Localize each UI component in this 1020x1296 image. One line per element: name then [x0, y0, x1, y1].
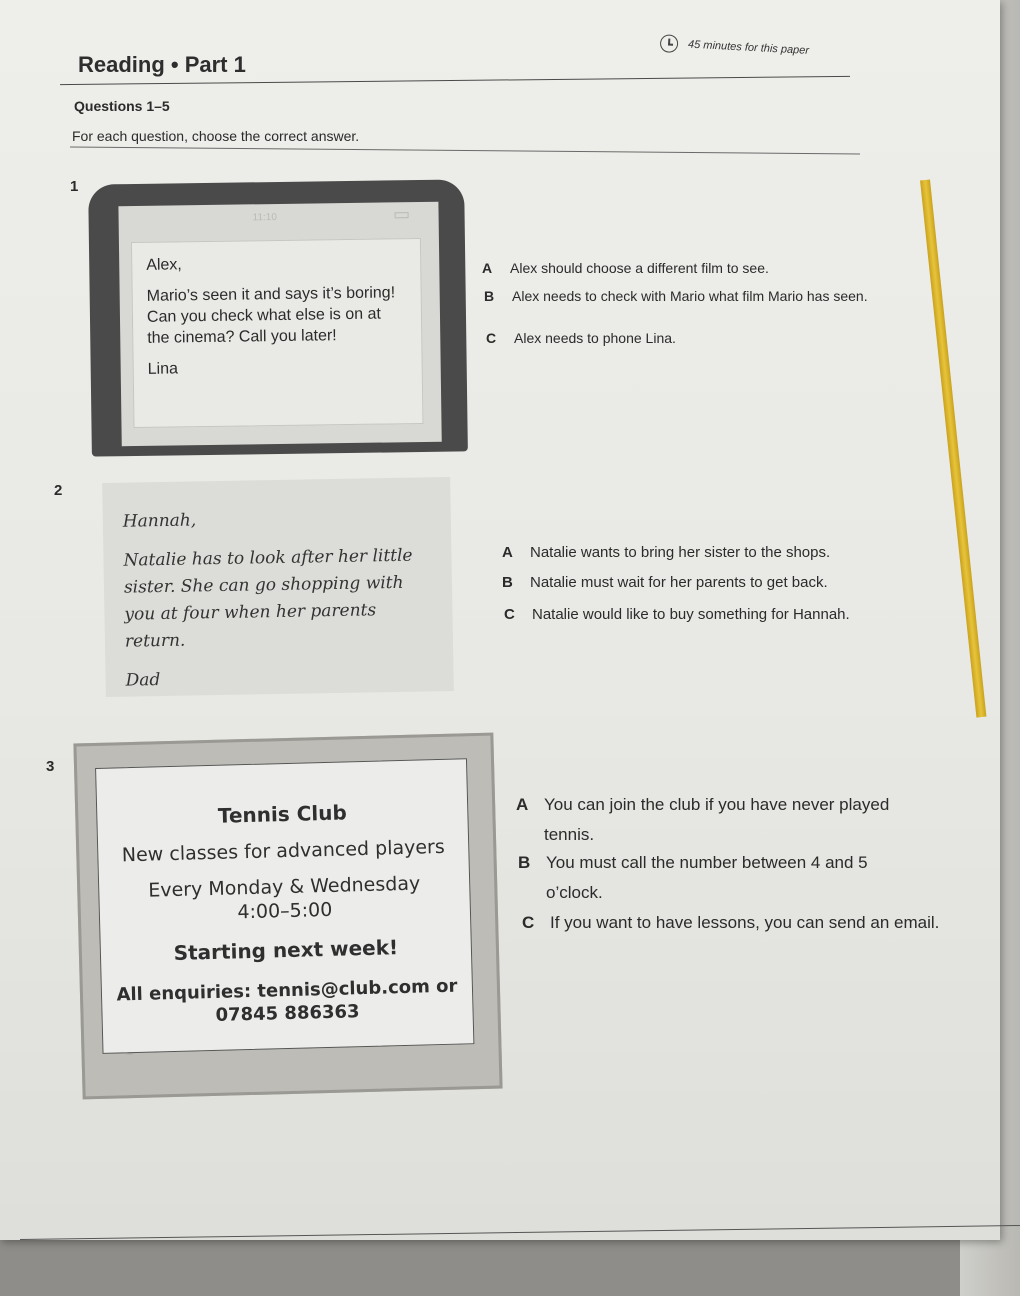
- option-text: Natalie wants to bring her sister to the shops.: [530, 544, 831, 561]
- option-letter: C: [486, 330, 497, 346]
- question-number: 1: [70, 178, 79, 195]
- option-text: Alex should choose a different film to see.: [510, 260, 769, 276]
- option-letter: B: [518, 853, 531, 872]
- answer-option[interactable]: [486, 328, 866, 348]
- question-number: 3: [46, 758, 55, 775]
- notice-line: All enquiries: tennis@club.com or: [116, 975, 458, 1006]
- text-message: [131, 238, 424, 428]
- answer-option[interactable]: [518, 848, 918, 908]
- message-body: Mario’s seen it and says it’s boring! Can you check what else is on at the cinema? Call you later!: [146, 284, 396, 347]
- option-text: Alex needs to check with Mario what film Mario has seen.: [512, 288, 868, 304]
- phone-time: 11:10: [252, 212, 277, 224]
- notice-board: [73, 733, 502, 1100]
- page-title: Reading • Part 1: [78, 52, 246, 77]
- option-letter: A: [516, 795, 529, 814]
- message-greeting: Alex,: [146, 256, 182, 274]
- option-text: If you want to have lessons, you can send an email.: [550, 913, 940, 932]
- answer-option[interactable]: [482, 258, 862, 278]
- option-letter: B: [502, 574, 513, 591]
- option-text: Natalie must wait for her parents to get back.: [530, 574, 828, 591]
- option-text: You must call the number between 4 and 5 o’clock.: [546, 853, 868, 902]
- notice-line: 4:00–5:00: [237, 898, 333, 924]
- battery-icon: [395, 212, 409, 218]
- answer-option[interactable]: [484, 286, 874, 306]
- notice-card: [95, 758, 474, 1054]
- phone-screen: [118, 202, 441, 446]
- option-text: Alex needs to phone Lina.: [514, 330, 676, 346]
- option-letter: A: [482, 260, 493, 276]
- answer-option[interactable]: [522, 908, 942, 938]
- notice-line: Starting next week!: [173, 935, 399, 966]
- notice-line: New classes for advanced players: [121, 835, 446, 867]
- option-letter: C: [522, 913, 535, 932]
- note-greeting: Hannah,: [122, 510, 197, 532]
- notice-line: 07845 886363: [215, 1001, 360, 1026]
- option-letter: B: [484, 288, 495, 304]
- phone-image: [88, 179, 468, 456]
- option-letter: A: [502, 544, 513, 561]
- note-body: Natalie has to look after her little sister. She can go shopping with you at four when her parents return.: [123, 545, 413, 652]
- answer-option[interactable]: [516, 790, 896, 850]
- questions-heading: Questions 1–5: [74, 98, 170, 114]
- time-note-text: 45 minutes for this paper: [687, 38, 810, 57]
- clock-icon: [660, 34, 679, 53]
- answer-option[interactable]: [502, 572, 922, 594]
- answer-option[interactable]: [502, 542, 922, 564]
- option-text: Natalie would like to buy something for Hannah.: [532, 606, 850, 623]
- question-number: 2: [54, 482, 63, 499]
- option-text: You can join the club if you have never played tennis.: [544, 795, 890, 844]
- notice-line: Every Monday & Wednesday: [148, 872, 421, 902]
- instruction-divider: [70, 147, 860, 155]
- option-letter: C: [504, 606, 515, 623]
- message-signature: Lina: [147, 360, 179, 378]
- time-note: [660, 34, 810, 60]
- instruction-text: For each question, choose the correct answer.: [72, 128, 360, 144]
- pencil-icon: [920, 179, 986, 717]
- notice-title: Tennis Club: [217, 800, 348, 828]
- note-signature: Dad: [125, 670, 161, 691]
- handwritten-note: [102, 477, 454, 697]
- answer-option[interactable]: [504, 604, 944, 626]
